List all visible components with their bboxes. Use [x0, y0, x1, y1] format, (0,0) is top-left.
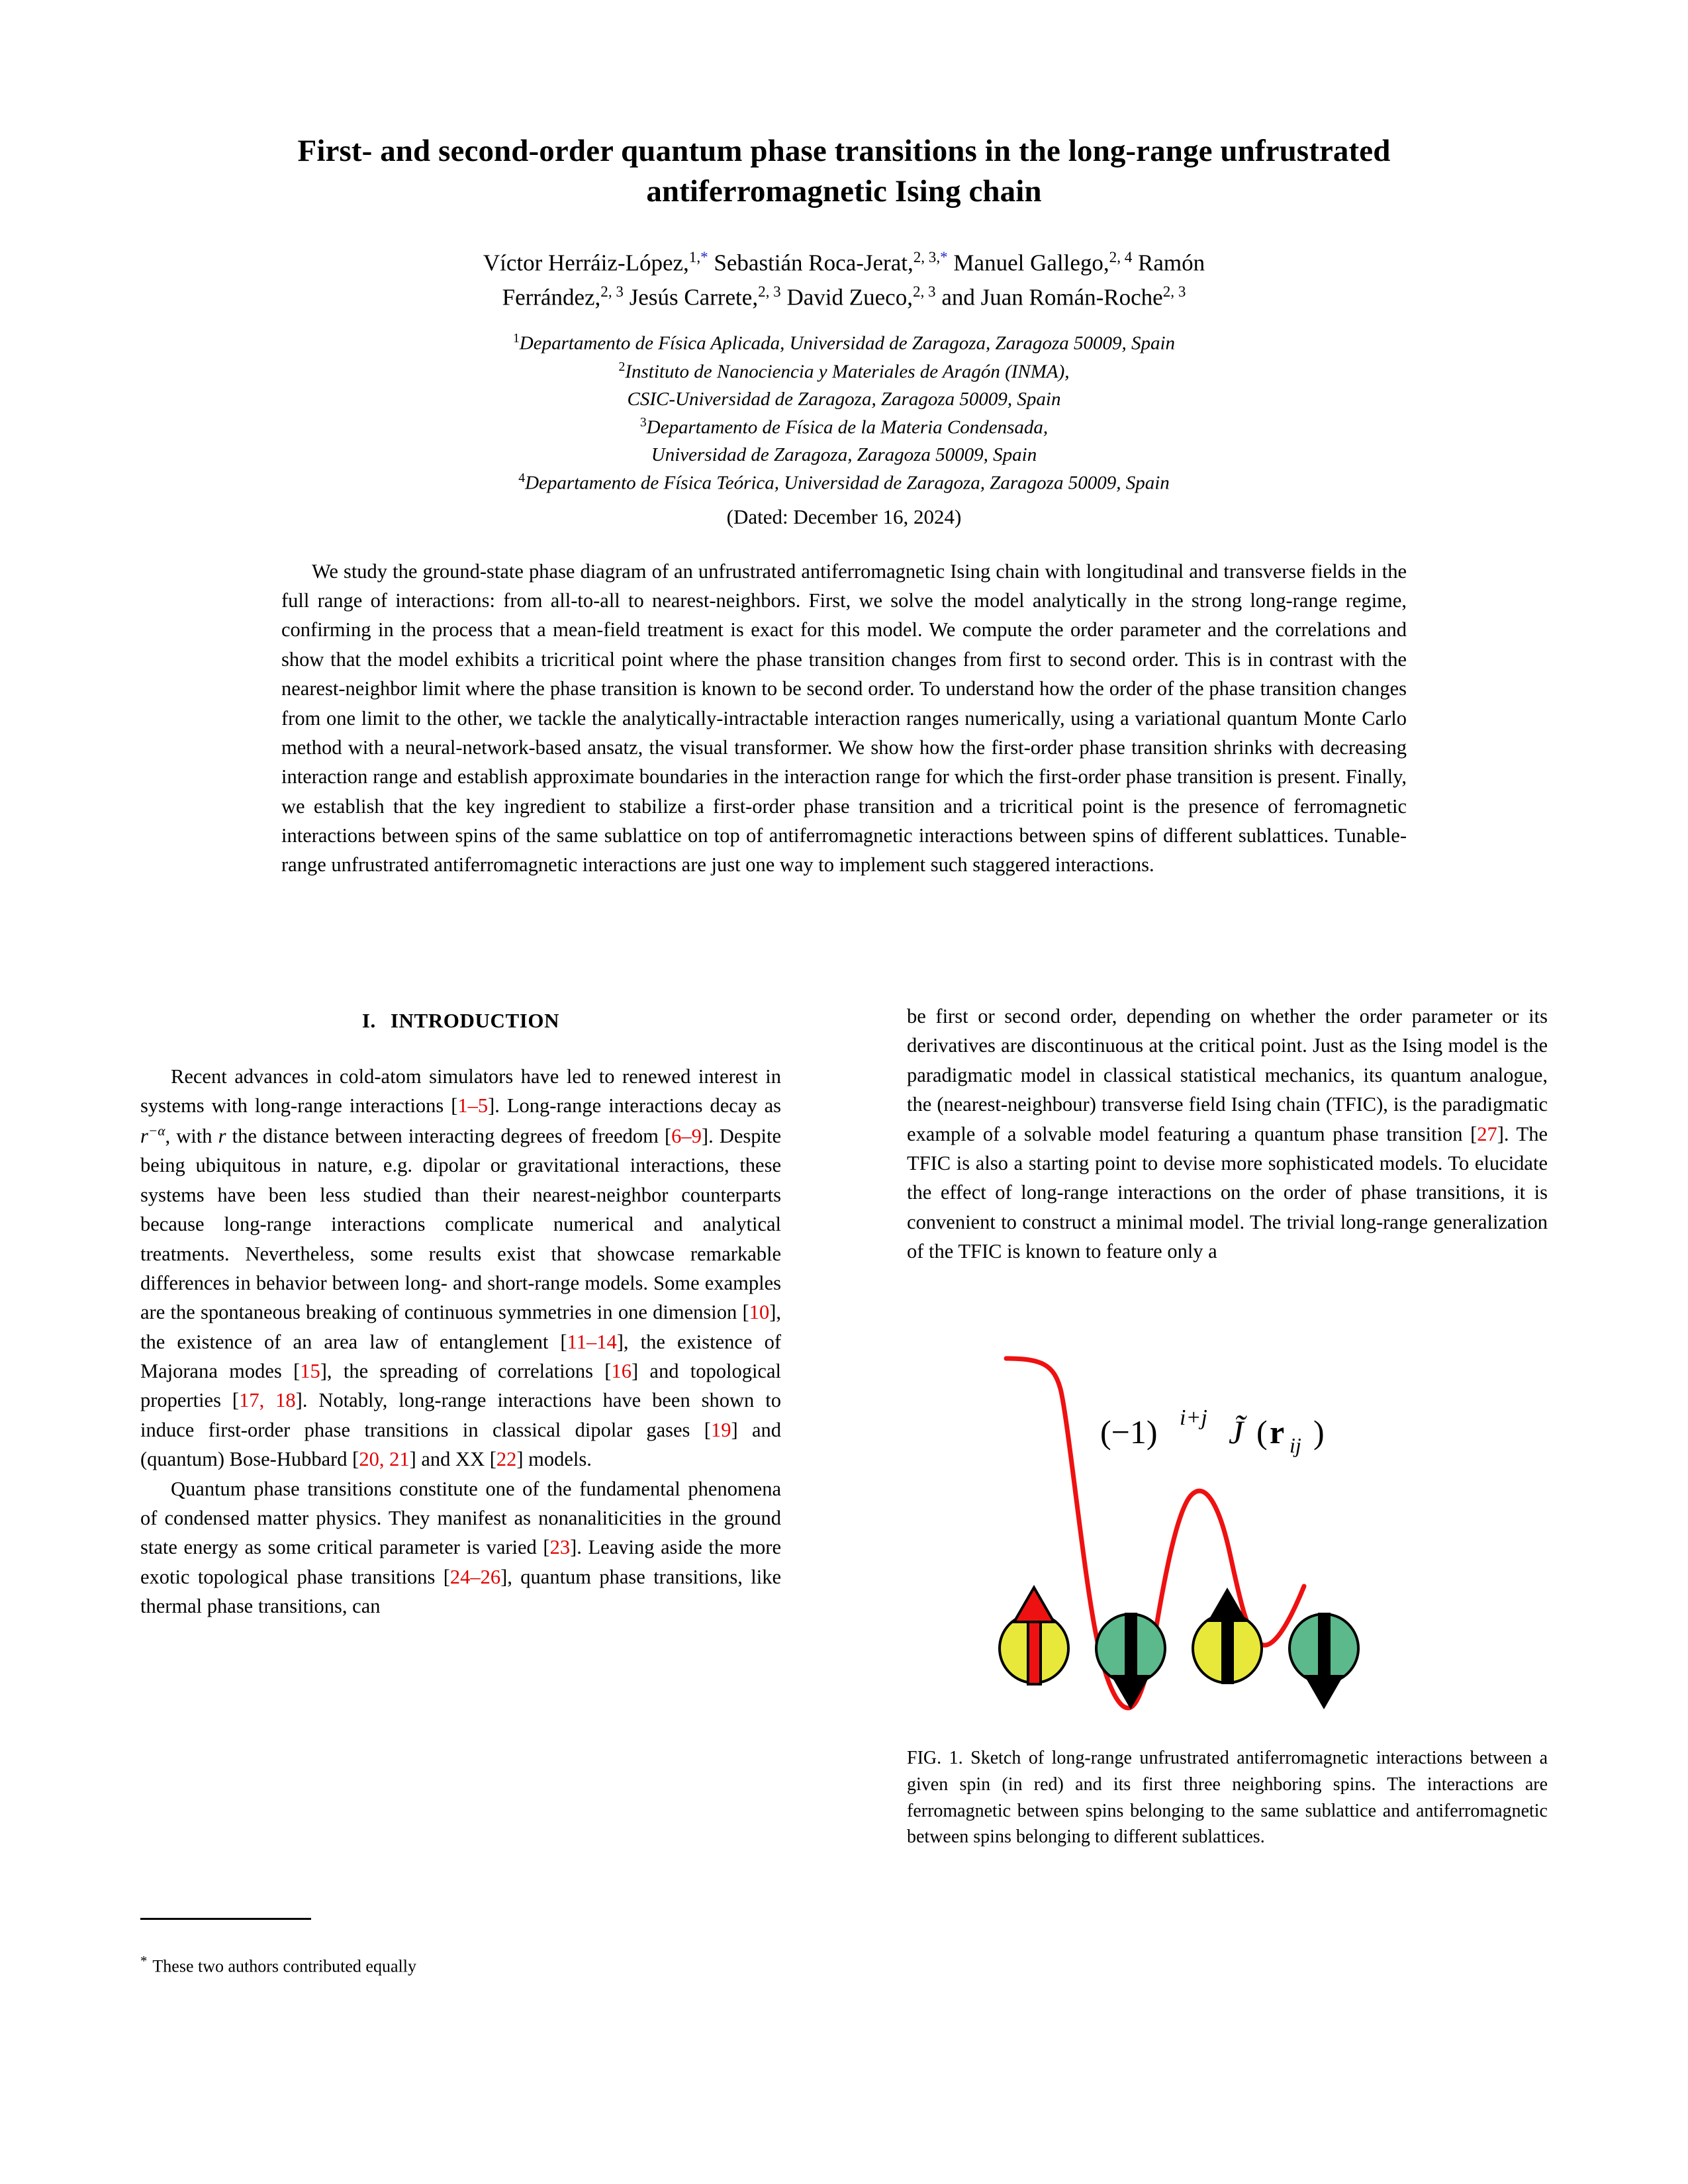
equation-paren-close: ) — [1313, 1413, 1325, 1450]
citation-ref[interactable]: 19 — [710, 1418, 731, 1441]
affiliation-text: Departamento de Física Aplicada, Universidad de Zaragoza, Zaragoza 50009, Spain — [519, 332, 1176, 354]
equation-base: (−1) — [1100, 1413, 1158, 1450]
right-column — [907, 1002, 1548, 1266]
text-run: ]. Notably, long-range interactions have been shown to induce first-order phase transitions in classical dipolar gases [ — [140, 1389, 781, 1441]
paragraph — [140, 1062, 781, 1474]
figure-caption-text: Sketch of long-range unfrustrated antiferromagnetic interactions between a given spin (in red) and its first three neighboring spins. The interactions are ferromagnetic between spins belonging to the same sublattice and antiferromagnetic between spins belonging to different sublattices. — [907, 1748, 1548, 1848]
text-run: ], quantum phase transitions, like thermal phase transitions, can — [140, 1565, 782, 1617]
affiliation-item — [261, 386, 1427, 413]
citation-ref[interactable]: 17, 18 — [239, 1389, 296, 1412]
text-run: ] and XX [ — [409, 1448, 496, 1471]
spin-site-2 — [1096, 1613, 1165, 1709]
affiliation-item — [261, 413, 1427, 442]
affiliation-item — [261, 329, 1427, 357]
footnote — [140, 1952, 781, 1979]
author-affil-marker: 2, 3 — [912, 282, 936, 300]
text-run: ]. The TFIC is also a starting point to devise more sophisticated models. To elucidate the effect of long-range interactions on the order of phase transitions, it is convenient to construct a minimal model. The trivial long-range generalization of the TFIC is known to feature only a — [907, 1122, 1548, 1262]
author-name: Manuel Gallego, — [953, 250, 1109, 276]
author-affil-marker: 1, — [688, 248, 701, 266]
affiliation-text: Departamento de Física Teórica, Universidad de Zaragoza, Zaragoza 50009, Spain — [525, 472, 1170, 494]
author-affil-marker: 2, 3 — [600, 282, 624, 300]
affiliation-item — [261, 357, 1427, 386]
affiliation-text: Departamento de Física de la Materia Condensada, — [646, 416, 1049, 438]
text-run: ], the spreading of correlations [ — [320, 1360, 612, 1382]
author-name: Ramón — [1138, 250, 1205, 276]
dated-line: (Dated: December 16, 2024) — [726, 504, 962, 528]
author-name: Ferrández, — [502, 284, 601, 310]
left-column — [140, 1002, 781, 1621]
spin-site-4 — [1289, 1613, 1358, 1709]
affiliation-list — [261, 329, 1427, 497]
affiliation-item — [261, 469, 1427, 497]
math-symbol: r — [140, 1125, 148, 1147]
citation-ref[interactable]: 1–5 — [457, 1094, 489, 1117]
interaction-equation-label — [1100, 1405, 1325, 1457]
section-heading — [140, 1006, 781, 1035]
equation-coupling-symbol: J̃ — [1229, 1413, 1244, 1450]
citation-ref[interactable]: 23 — [549, 1536, 571, 1559]
affiliation-text: CSIC-Universidad de Zaragoza, Zaragoza 50009, Spain — [627, 388, 1061, 410]
text-run: ]. Despite being ubiquitous in nature, e.g. dipolar or gravitational interactions, these systems have been less studied than their nearest-neighbor counterparts because long-range interactions complicate numerical and analytical treatments. Nevertheless, some results exist that showcase remarkable differences in behavior between long- and short-range models. Some examples are the spontaneous breaking of continuous symmetries in one dimension [ — [140, 1125, 781, 1324]
spin-site-3 — [1193, 1588, 1262, 1684]
text-run: ]. Long-range interactions decay as — [488, 1094, 782, 1117]
figure-1 — [907, 1337, 1548, 1850]
text-run: ], the existence of an area law of entanglement [ — [140, 1301, 781, 1353]
affiliation-marker: 4 — [518, 470, 526, 485]
author-name: David Zueco, — [786, 284, 913, 310]
text-run: ]. Leaving aside the more exotic topological phase transitions [ — [140, 1536, 782, 1588]
citation-ref[interactable]: 10 — [749, 1301, 770, 1324]
paragraph — [907, 1002, 1548, 1266]
page-title: First- and second-order quantum phase transitions in the long-range unfrustrated antiferromagnetic Ising chain — [297, 134, 1391, 209]
equal-contribution-link[interactable]: * — [940, 248, 948, 266]
text-run: Recent advances in cold-atom simulators have led to renewed interest in systems with long-range interactions [ — [140, 1065, 781, 1117]
citation-ref[interactable]: 15 — [300, 1360, 320, 1382]
citation-ref[interactable]: 16 — [611, 1360, 632, 1382]
equation-distance-symbol: r — [1270, 1413, 1285, 1450]
section-title: INTRODUCTION — [390, 1009, 560, 1032]
footnote-marker: * — [140, 1954, 148, 1969]
footnote-text: These two authors contributed equally — [152, 1956, 416, 1976]
text-run: the distance between interacting degrees of freedom [ — [226, 1125, 672, 1147]
affiliation-marker: 3 — [639, 414, 647, 430]
affiliation-item — [261, 442, 1427, 469]
text-run: ] and topological properties [ — [140, 1360, 781, 1412]
affiliation-marker: 1 — [512, 331, 520, 346]
author-affil-marker: 2, 3, — [913, 248, 941, 266]
equation-exponent: i+j — [1180, 1405, 1207, 1430]
author-list — [301, 246, 1387, 314]
author-name: Sebastián Roca-Jerat, — [714, 250, 914, 276]
equation-paren-open: ( — [1256, 1413, 1268, 1450]
section-number: I. — [361, 1009, 376, 1032]
text-run: , with — [165, 1125, 218, 1147]
spin-site-1 — [1000, 1588, 1068, 1684]
figure-caption — [907, 1745, 1548, 1850]
text-run: ] and (quantum) Bose-Hubbard [ — [140, 1418, 782, 1471]
affiliation-text: Universidad de Zaragoza, Zaragoza 50009, Spain — [651, 444, 1037, 465]
figure-label: FIG. 1. — [907, 1748, 963, 1768]
math-symbol: r — [218, 1125, 226, 1147]
figure-canvas — [907, 1337, 1548, 1734]
equal-contribution-link[interactable]: * — [700, 248, 708, 266]
abstract: We study the ground-state phase diagram of an unfrustrated antiferromagnetic Ising chain with longitudinal and transverse fields in the full range of interactions: from all-to-all to nearest-neighbors. First, we solve the model analytically in the strong long-range regime, confirming in the process that a mean-field treatment is exact for this model. We compute the order parameter and the correlations and show that the model exhibits a tricritical point where the phase transition changes from first to second order. This is in contrast with the nearest-neighbor limit where the phase transition is known to be second order. To understand how the order of the phase transition changes from one limit to the other, we tackle the analytically-intractable interaction ranges numerically, using a variational quantum Monte Carlo method with a neural-network-based ansatz, the visual transformer. We show how the first-order phase transition shrinks with decreasing interaction range and establish approximate boundaries in the interaction range for which the first-order phase transition is present. Finally, we establish that the key ingredient to stabilize a first-order phase transition and a tricritical point is the presence of ferromagnetic interactions between spins of the same sublattice on top of antiferromagnetic interactions between spins of different sublattices. Tunable-range unfrustrated antiferromagnetic interactions are just one way to implement such staggered interactions. — [281, 559, 1407, 877]
text-run: be first or second order, depending on whether the order parameter or its derivatives are discontinuous at the critical point. Just as the Ising model is the paradigmatic model in classical statistical mechanics, its quantum analogue, the (nearest-neighbour) transverse field Ising chain (TFIC), is the paradigmatic example of a solvable model featuring a quantum phase transition [ — [907, 1005, 1548, 1145]
citation-ref[interactable]: 27 — [1477, 1122, 1497, 1145]
text-run: ], the existence of Majorana modes [ — [140, 1330, 781, 1382]
citation-ref[interactable]: 11–14 — [567, 1330, 617, 1353]
author-name: Jesús Carrete, — [629, 284, 759, 310]
author-name: Juan Román-Roche — [980, 284, 1163, 310]
author-conjunction: and — [941, 284, 975, 310]
affiliation-marker: 2 — [618, 359, 626, 374]
citation-ref[interactable]: 24–26 — [449, 1565, 501, 1588]
citation-ref[interactable]: 20, 21 — [359, 1448, 410, 1471]
citation-ref[interactable]: 22 — [496, 1448, 517, 1471]
math-exponent: −α — [148, 1122, 165, 1139]
author-affil-marker: 2, 3 — [758, 282, 781, 300]
spin-chain-sketch-svg — [907, 1337, 1548, 1734]
author-affil-marker: 2, 3 — [1162, 282, 1186, 300]
footnote-separator — [140, 1918, 311, 1920]
equation-distance-subscript: ij — [1289, 1433, 1301, 1457]
affiliation-text: Instituto de Nanociencia y Materiales de Aragón (INMA), — [625, 361, 1070, 383]
citation-ref[interactable]: 6–9 — [671, 1125, 702, 1147]
paragraph — [140, 1474, 781, 1621]
author-name: Víctor Herráiz-López, — [483, 250, 689, 276]
text-run: ] models. — [516, 1448, 592, 1471]
author-affil-marker: 2, 4 — [1109, 248, 1133, 266]
text-run: Quantum phase transitions constitute one of the fundamental phenomena of condensed matter physics. They manifest as nonanaliticities in the ground state energy as some critical parameter is varied [ — [140, 1477, 781, 1559]
